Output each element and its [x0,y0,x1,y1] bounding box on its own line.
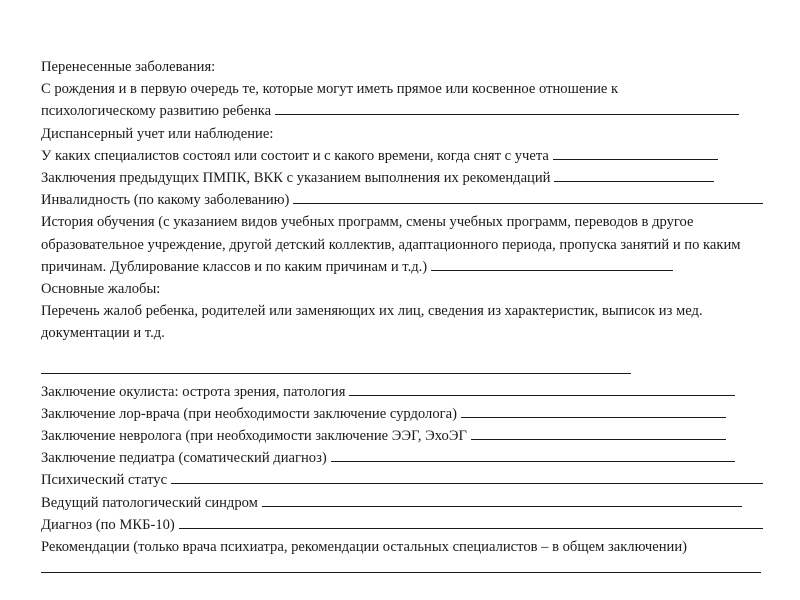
pediatrician-line: Заключение педиатра (соматический диагноз) [41,447,763,469]
dispensary-heading: Диспансерный учет или наблюдение: [41,125,274,142]
disability-blank[interactable] [293,189,763,204]
oculist-line: Заключение окулиста: острота зрения, патология [41,381,763,403]
from-birth-line-1: С рождения и в первую очередь те, которые могут иметь прямое или косвенное отношение к [41,81,619,98]
specialists-blank[interactable] [553,145,718,160]
recommendations-line: Рекомендации (только врача психиатра, рекомендации остальных специалистов – в общем заключении) [41,539,688,556]
complaints-text: Перечень жалоб ребенка, родителей или заменяющих их лиц, сведения из характеристик, выписок из мед. документации и т.д. [41,303,703,342]
education-history: История обучения (с указанием видов учебных программ, смены учебных программ, переводов в другое образовательное учреждение, другой детский коллектив, адаптационного периода, пропуска занятий и по каким причинам. Дублирование классов и по каким причинам и т.д.) [41,214,741,275]
complaints-blank-line [41,359,763,381]
pmpk-blank[interactable] [554,167,714,182]
neurologist-blank[interactable] [471,425,726,440]
complaints-blank[interactable] [41,359,631,374]
from-birth-line-2: психологическому развитию ребенка [41,100,763,122]
ent-blank[interactable] [461,403,726,418]
recommendations-blank-line [41,558,763,580]
recommendations-blank[interactable] [41,558,761,573]
past-diseases-heading: Перенесенные заболевания: [41,59,216,75]
mental-status-blank[interactable] [171,469,763,484]
leading-syndrome-blank[interactable] [262,492,742,507]
leading-syndrome-line: Ведущий патологический синдром [41,492,763,514]
ent-line: Заключение лор-врача (при необходимости заключение сурдолога) [41,403,763,425]
oculist-blank[interactable] [349,381,735,396]
disability-line: Инвалидность (по какому заболеванию) [41,189,763,211]
specialists-line: У каких специалистов состоял или состоит и с какого времени, когда снят с учета [41,145,763,167]
mental-status-line: Психический статус [41,469,763,491]
neurologist-line: Заключение невролога (при необходимости заключение ЭЭГ, ЭхоЭГ [41,425,763,447]
diagnosis-line: Диагноз (по МКБ-10) [41,514,763,536]
medical-form [41,56,763,580]
psych-development-blank[interactable] [275,100,739,115]
pediatrician-blank[interactable] [331,447,735,462]
pmpk-line: Заключения предыдущих ПМПК, ВКК с указанием выполнения их рекомендаций [41,167,763,189]
education-history-blank[interactable] [431,256,673,271]
complaints-heading: Основные жалобы: [41,280,161,297]
diagnosis-blank[interactable] [179,514,763,529]
